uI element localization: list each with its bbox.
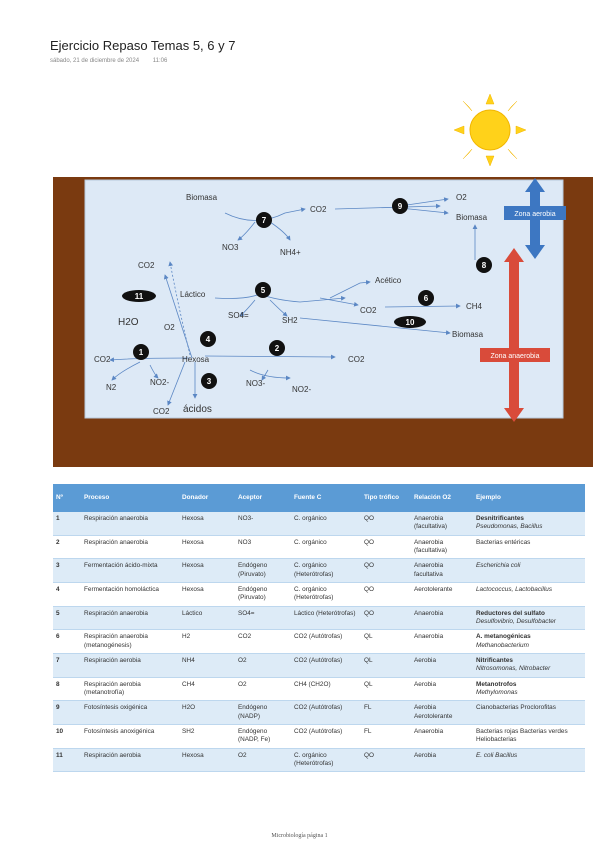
- cell-n: 9: [53, 701, 81, 725]
- label-o2: O2: [456, 193, 467, 202]
- sun-icon: [454, 94, 526, 166]
- col-header: Proceso: [81, 484, 179, 512]
- svg-text:2: 2: [274, 344, 280, 353]
- cell-relacion: Anaerobia: [411, 606, 473, 630]
- cell-proceso: Respiración anaerobia: [81, 606, 179, 630]
- cell-donador: Láctico: [179, 606, 235, 630]
- label-co2: CO2: [360, 306, 377, 315]
- label-co2: CO2: [348, 355, 365, 364]
- cell-ejemplo: [473, 582, 585, 606]
- badge-2: [269, 340, 285, 356]
- cell-fuente: C. orgánico: [291, 535, 361, 559]
- badge-9: [392, 198, 408, 214]
- label-nh4: NH4+: [280, 248, 301, 257]
- badge-10: [394, 316, 426, 328]
- cell-relacion: Aerobia: [411, 653, 473, 677]
- cell-ejemplo: [473, 701, 585, 725]
- col-header: Tipo trófico: [361, 484, 411, 512]
- label-biomasa: Biomasa: [186, 193, 218, 202]
- cell-tipo: QO: [361, 582, 411, 606]
- cell-donador: H2O: [179, 701, 235, 725]
- page-footer: Microbiología página 1: [271, 833, 328, 839]
- cell-relacion: Anaerobia (facultativa): [411, 535, 473, 559]
- table-row: [53, 535, 585, 559]
- cell-donador: SH2: [179, 724, 235, 748]
- page-title: Ejercicio Repaso Temas 5, 6 y 7: [50, 38, 236, 53]
- label-h2o: H2O: [118, 317, 139, 328]
- example-ex1: Nitrificantes: [476, 656, 513, 664]
- svg-text:11: 11: [134, 292, 144, 301]
- cell-aceptor: Endógeno (Piruvato): [235, 559, 291, 583]
- cell-ejemplo: [473, 606, 585, 630]
- badge-6: [418, 290, 434, 306]
- cell-aceptor: Endógeno (NADP, Fe): [235, 724, 291, 748]
- page-time: 11:06: [152, 58, 168, 64]
- cell-tipo: QO: [361, 559, 411, 583]
- cell-fuente: CO2 (Autótrofas): [291, 653, 361, 677]
- example-ex2: E. coli Bacillus: [476, 751, 518, 759]
- cell-donador: Hexosa: [179, 582, 235, 606]
- example-ex2: Nitrosomonas, Nitrobacter: [476, 665, 551, 673]
- cell-ejemplo: [473, 535, 585, 559]
- badge-8: [476, 257, 492, 273]
- cell-n: 7: [53, 653, 81, 677]
- label-acetico: Acético: [375, 276, 402, 285]
- badge-3: [201, 373, 217, 389]
- cell-ejemplo: [473, 630, 585, 654]
- cell-n: 1: [53, 512, 81, 535]
- cell-donador: Hexosa: [179, 559, 235, 583]
- example-ex1: Reductores del sulfato: [476, 609, 545, 617]
- cell-tipo: QO: [361, 606, 411, 630]
- cell-fuente: CH4 (CH2O): [291, 677, 361, 701]
- table-row: [53, 606, 585, 630]
- cell-aceptor: O2: [235, 653, 291, 677]
- col-header: Relación O2: [411, 484, 473, 512]
- cell-fuente: Láctico (Heterótrofas): [291, 606, 361, 630]
- cell-tipo: QL: [361, 630, 411, 654]
- cell-n: 2: [53, 535, 81, 559]
- cell-aceptor: Endógeno (NADP): [235, 701, 291, 725]
- cell-ejemplo: [473, 653, 585, 677]
- cell-n: 5: [53, 606, 81, 630]
- label-hexosa: Hexosa: [182, 355, 210, 364]
- svg-text:8: 8: [481, 261, 487, 270]
- cell-n: 10: [53, 724, 81, 748]
- cell-relacion: Aerobia Aerotolerante: [411, 701, 473, 725]
- label-no2: NO2-: [150, 378, 170, 387]
- badge-1: [133, 344, 149, 360]
- example-ex2: Methylomonas: [476, 688, 518, 696]
- cell-ejemplo: [473, 512, 585, 535]
- cell-proceso: Respiración anaerobia: [81, 535, 179, 559]
- cell-aceptor: NO3: [235, 535, 291, 559]
- example-ex2: Escherichia coli: [476, 562, 521, 570]
- cell-n: 6: [53, 630, 81, 654]
- cell-n: 11: [53, 748, 81, 772]
- label-co2: CO2: [310, 205, 327, 214]
- cell-proceso: Fermentación homoláctica: [81, 582, 179, 606]
- cell-fuente: C. orgánico (Heterótrofas): [291, 559, 361, 583]
- table-row: [53, 582, 585, 606]
- cell-ejemplo: [473, 724, 585, 748]
- example-ex2: Pseudomonas, Bacillus: [476, 523, 543, 531]
- cell-ejemplo: [473, 559, 585, 583]
- label-n2: N2: [106, 383, 117, 392]
- col-header: Nº: [53, 484, 81, 512]
- cell-aceptor: CO2: [235, 630, 291, 654]
- col-header: Aceptor: [235, 484, 291, 512]
- cell-donador: NH4: [179, 653, 235, 677]
- label-biomasa: Biomasa: [456, 213, 488, 222]
- table-row: [53, 724, 585, 748]
- cell-proceso: Respiración aerobia: [81, 653, 179, 677]
- badge-7: [256, 212, 272, 228]
- cell-donador: CH4: [179, 677, 235, 701]
- table-row: [53, 512, 585, 535]
- cell-n: 8: [53, 677, 81, 701]
- process-table: [53, 484, 585, 772]
- svg-text:5: 5: [260, 286, 266, 295]
- table-row: [53, 653, 585, 677]
- label-biomasa: Biomasa: [452, 330, 484, 339]
- table-row: [53, 559, 585, 583]
- label-o2: O2: [164, 323, 175, 332]
- label-lactico: Láctico: [180, 290, 206, 299]
- cell-n: 4: [53, 582, 81, 606]
- label-ch4: CH4: [466, 302, 483, 311]
- cell-proceso: Fotosíntesis oxigénica: [81, 701, 179, 725]
- svg-text:7: 7: [261, 216, 267, 225]
- label-sh2: SH2: [282, 316, 298, 325]
- cell-fuente: CO2 (Autótrofas): [291, 724, 361, 748]
- cell-fuente: CO2 (Autótrofas): [291, 630, 361, 654]
- cell-donador: Hexosa: [179, 512, 235, 535]
- cell-aceptor: NO3-: [235, 512, 291, 535]
- badge-4: [200, 331, 216, 347]
- cell-fuente: C. orgánico (Heterótrofas): [291, 748, 361, 772]
- cell-proceso: Respiración aerobia: [81, 748, 179, 772]
- example-ex3: Cianobacterias Proclorofitas: [476, 704, 556, 712]
- cell-proceso: Respiración aerobia (metanotrofía): [81, 677, 179, 701]
- table-header-row: [53, 484, 585, 512]
- svg-text:3: 3: [206, 377, 212, 386]
- cell-relacion: Aerotolerante: [411, 582, 473, 606]
- table-row: [53, 677, 585, 701]
- cell-tipo: QO: [361, 535, 411, 559]
- label-so4: SO4=: [228, 311, 249, 320]
- cell-relacion: Anaerobia facultativa: [411, 559, 473, 583]
- cell-tipo: FL: [361, 724, 411, 748]
- label-co2: CO2: [94, 355, 111, 364]
- cell-relacion: Anaerobia (facultativa): [411, 512, 473, 535]
- cell-proceso: Fermentación ácido-mixta: [81, 559, 179, 583]
- label-co2: CO2: [153, 407, 170, 416]
- cell-donador: Hexosa: [179, 748, 235, 772]
- example-ex3: Bacterias rojas Bacterias verdes Heliobacterias: [476, 727, 568, 744]
- table-row: [53, 701, 585, 725]
- cell-aceptor: O2: [235, 748, 291, 772]
- label-acidos: ácidos: [183, 404, 212, 415]
- col-header: Fuente C: [291, 484, 361, 512]
- cell-tipo: QL: [361, 677, 411, 701]
- cell-n: 3: [53, 559, 81, 583]
- badge-11: [122, 290, 156, 302]
- example-ex2: Methanobacterium: [476, 641, 529, 649]
- label-no3: NO3: [222, 243, 239, 252]
- label-no3: NO3-: [246, 379, 266, 388]
- example-ex2: Lactococcus, Lactobacillus: [476, 585, 553, 593]
- cell-tipo: FL: [361, 701, 411, 725]
- svg-text:10: 10: [405, 318, 415, 327]
- badge-5: [255, 282, 271, 298]
- cell-tipo: QO: [361, 748, 411, 772]
- cell-aceptor: O2: [235, 677, 291, 701]
- table-row: [53, 748, 585, 772]
- col-header: Donador: [179, 484, 235, 512]
- cell-relacion: Anaerobia: [411, 630, 473, 654]
- svg-text:1: 1: [138, 348, 144, 357]
- cell-fuente: C. orgánico: [291, 512, 361, 535]
- example-ex3: Bacterias entéricas: [476, 538, 531, 546]
- example-ex1: Desnitrificantes: [476, 515, 524, 522]
- label-no2: NO2-: [292, 385, 312, 394]
- col-header: Ejemplo: [473, 484, 585, 512]
- page-date: sábado, 21 de diciembre de 2024: [50, 58, 140, 64]
- cell-tipo: QO: [361, 512, 411, 535]
- cell-relacion: Aerobia: [411, 677, 473, 701]
- example-ex2: Desulfovibrio, Desulfobacter: [476, 617, 556, 625]
- cell-aceptor: Endógeno (Piruvato): [235, 582, 291, 606]
- table-row: [53, 630, 585, 654]
- svg-text:9: 9: [397, 202, 403, 211]
- zone-aerobic-label: Zona aerobia: [514, 211, 556, 218]
- cell-tipo: QL: [361, 653, 411, 677]
- cell-aceptor: SO4=: [235, 606, 291, 630]
- cell-relacion: Anaerobia: [411, 724, 473, 748]
- cell-proceso: Respiración anaerobia (metanogénesis): [81, 630, 179, 654]
- label-co2: CO2: [138, 261, 155, 270]
- cell-proceso: Respiración anaerobia: [81, 512, 179, 535]
- cell-ejemplo: [473, 677, 585, 701]
- example-ex1: Metanotrofos: [476, 680, 517, 688]
- cell-fuente: CO2 (Autótrofas): [291, 701, 361, 725]
- svg-text:4: 4: [205, 335, 211, 344]
- svg-text:6: 6: [423, 294, 429, 303]
- cell-fuente: C. orgánico (Heterótrofas): [291, 582, 361, 606]
- example-ex1: A. metanogénicas: [476, 633, 531, 641]
- cell-proceso: Fotosíntesis anoxigénica: [81, 724, 179, 748]
- cell-ejemplo: [473, 748, 585, 772]
- cell-donador: Hexosa: [179, 535, 235, 559]
- cell-relacion: Aerobia: [411, 748, 473, 772]
- cell-donador: H2: [179, 630, 235, 654]
- zone-anaerobic-label: Zona anaerobia: [490, 353, 540, 360]
